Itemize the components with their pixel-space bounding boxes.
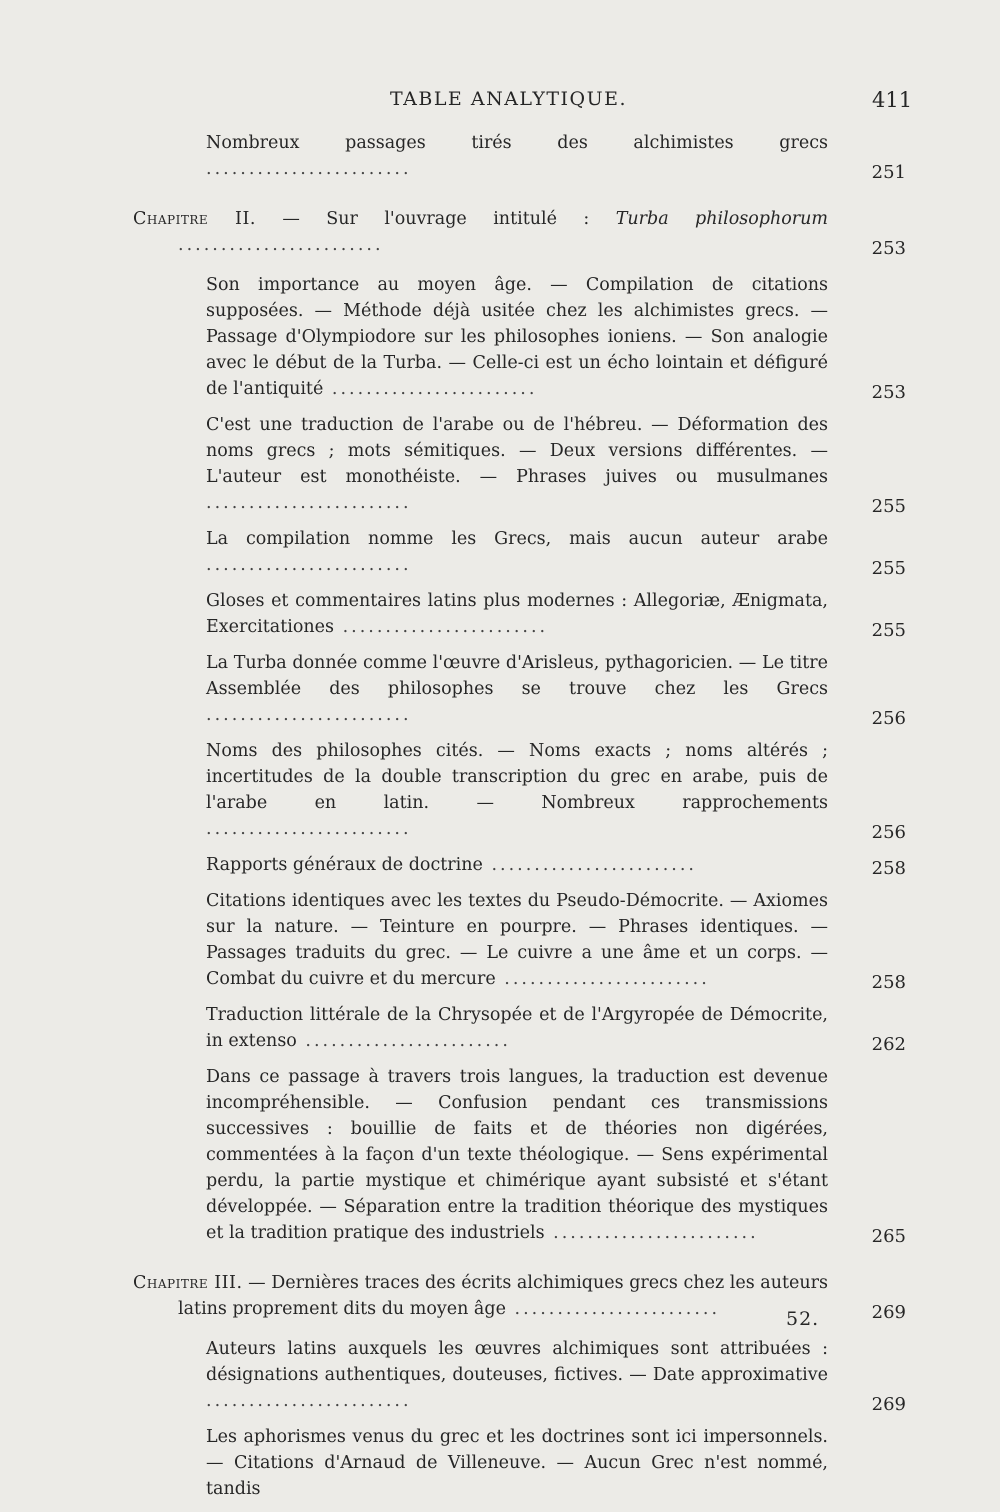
toc-entry <box>178 1336 918 1414</box>
entry-text <box>133 209 828 229</box>
leader-dots: ........................ <box>296 1031 511 1051</box>
leader-dots: ........................ <box>206 159 412 179</box>
entry-text: Traduction littérale de la Chrysopée et de l'Argyropée de Démocrite, in extenso <box>206 1005 828 1051</box>
leader-dots: ........................ <box>505 1299 721 1319</box>
page-reference: 269 <box>871 1394 906 1415</box>
leader-dots: ........................ <box>178 235 384 255</box>
page-reference: 256 <box>871 822 906 843</box>
page-reference: 258 <box>871 858 906 879</box>
chapter-label: Chapitre III. <box>133 1273 243 1293</box>
leader-dots: ........................ <box>495 969 710 989</box>
page-reference: 255 <box>871 558 906 579</box>
entry-text: La compilation nomme les Grecs, mais aucun auteur arabe <box>206 529 828 549</box>
entry-text: Son importance au moyen âge. — Compilation de citations supposées. — Méthode déjà usitée chez les alchimistes grecs. — Passage d'Olympiodore sur les philosophes ioniens. — Son analogie avec le début de la Turba. — Celle-ci est un écho lointain et défiguré de l'antiquité <box>206 275 828 399</box>
toc-entry <box>178 526 918 578</box>
table-of-contents <box>133 130 918 1512</box>
page-number: 411 <box>872 88 913 112</box>
entry-text: C'est une traduction de l'arabe ou de l'hébreu. — Déformation des noms grecs ; mots sémitiques. — Deux versions différentes. — L'auteur est monothéiste. — Phrases juives ou musulmanes <box>206 415 828 487</box>
page-reference: 253 <box>871 382 906 403</box>
toc-entry <box>178 130 918 182</box>
running-title: TABLE ANALYTIQUE. <box>390 88 628 110</box>
toc-entry <box>178 412 918 516</box>
entry-text: Rapports généraux de doctrine <box>206 855 483 875</box>
page-reference: 251 <box>871 162 906 183</box>
entry-text: Auteurs latins auxquels les œuvres alchimiques sont attribuées : désignations authentiques, douteuses, fictives. — Date approximative <box>206 1339 828 1385</box>
page-header <box>0 88 1000 118</box>
entry-text: Dans ce passage à travers trois langues, la traduction est devenue incompréhensible. — Confusion pendant ces transmissions successives : bouillie de faits et de théories non digérées, commentées à la façon d'un texte théologique. — Sens expérimental perdu, la partie mystique et chimérique ayant subsisté et s'étant développée. — Séparation entre la tradition théorique des mystiques et la tradition pratique des industriels <box>206 1067 828 1243</box>
chapter-title: — Sur l'ouvrage intitulé : <box>255 209 616 229</box>
page-reference: 269 <box>871 1302 906 1323</box>
entry-text: Citations identiques avec les textes du Pseudo-Démocrite. — Axiomes sur la nature. — Teinture en pourpre. — Phrases identiques. — Passages traduits du grec. — Le cuivre a une âme et un corps. — Combat du cuivre et du mercure <box>206 891 828 989</box>
leader-dots: ........................ <box>206 819 412 839</box>
entry-text: La Turba donnée comme l'œuvre d'Arisleus, pythagoricien. — Le titre Assemblée des philosophes se trouve chez les Grecs <box>206 653 828 699</box>
page-reference: 255 <box>871 496 906 517</box>
page-reference: 258 <box>871 972 906 993</box>
leader-dots: ........................ <box>206 555 412 575</box>
leader-dots: ........................ <box>206 493 412 513</box>
signature-mark: 52. <box>786 1308 820 1330</box>
toc-entry <box>178 588 918 640</box>
chapter-title-italic: Turba philosophorum <box>615 209 829 229</box>
toc-entry <box>178 1002 918 1054</box>
toc-entry <box>178 738 918 842</box>
page-reference: 255 <box>871 620 906 641</box>
chapter-label: Chapitre II. <box>133 209 256 229</box>
entry-text: Les aphorismes venus du grec et les doctrines sont ici impersonnels. — Citations d'Arnaud de Villeneuve. — Aucun Grec n'est nommé, tandis <box>206 1427 828 1499</box>
entry-text: Gloses et commentaires latins plus modernes : Allegoriæ, Ænigmata, Exercitationes <box>206 591 828 637</box>
leader-dots: ........................ <box>334 617 549 637</box>
entry-text <box>133 1273 828 1319</box>
leader-dots: ........................ <box>323 379 538 399</box>
toc-entry <box>178 272 918 402</box>
toc-entry <box>178 650 918 728</box>
toc-entry <box>178 1424 918 1502</box>
chapter-title: — Dernières traces des écrits alchimiques grecs chez les auteurs latins proprement dits du moyen âge <box>178 1273 828 1319</box>
page-reference: 256 <box>871 708 906 729</box>
toc-entry <box>178 888 918 992</box>
page-reference: 262 <box>871 1034 906 1055</box>
entry-text: Nombreux passages tirés des alchimistes grecs <box>206 133 828 153</box>
chapter-heading <box>133 206 918 259</box>
leader-dots: ........................ <box>206 1391 412 1411</box>
entry-text: Noms des philosophes cités. — Noms exacts ; noms altérés ; incertitudes de la double transcription du grec en arabe, puis de l'arabe en latin. — Nombreux rapprochements <box>206 741 828 813</box>
leader-dots: ........................ <box>482 855 697 875</box>
page-reference: 253 <box>871 238 906 259</box>
toc-entry <box>178 852 918 878</box>
leader-dots: ........................ <box>206 705 412 725</box>
leader-dots: ........................ <box>544 1223 759 1243</box>
page-reference: 265 <box>871 1226 906 1247</box>
toc-entry <box>178 1064 918 1246</box>
